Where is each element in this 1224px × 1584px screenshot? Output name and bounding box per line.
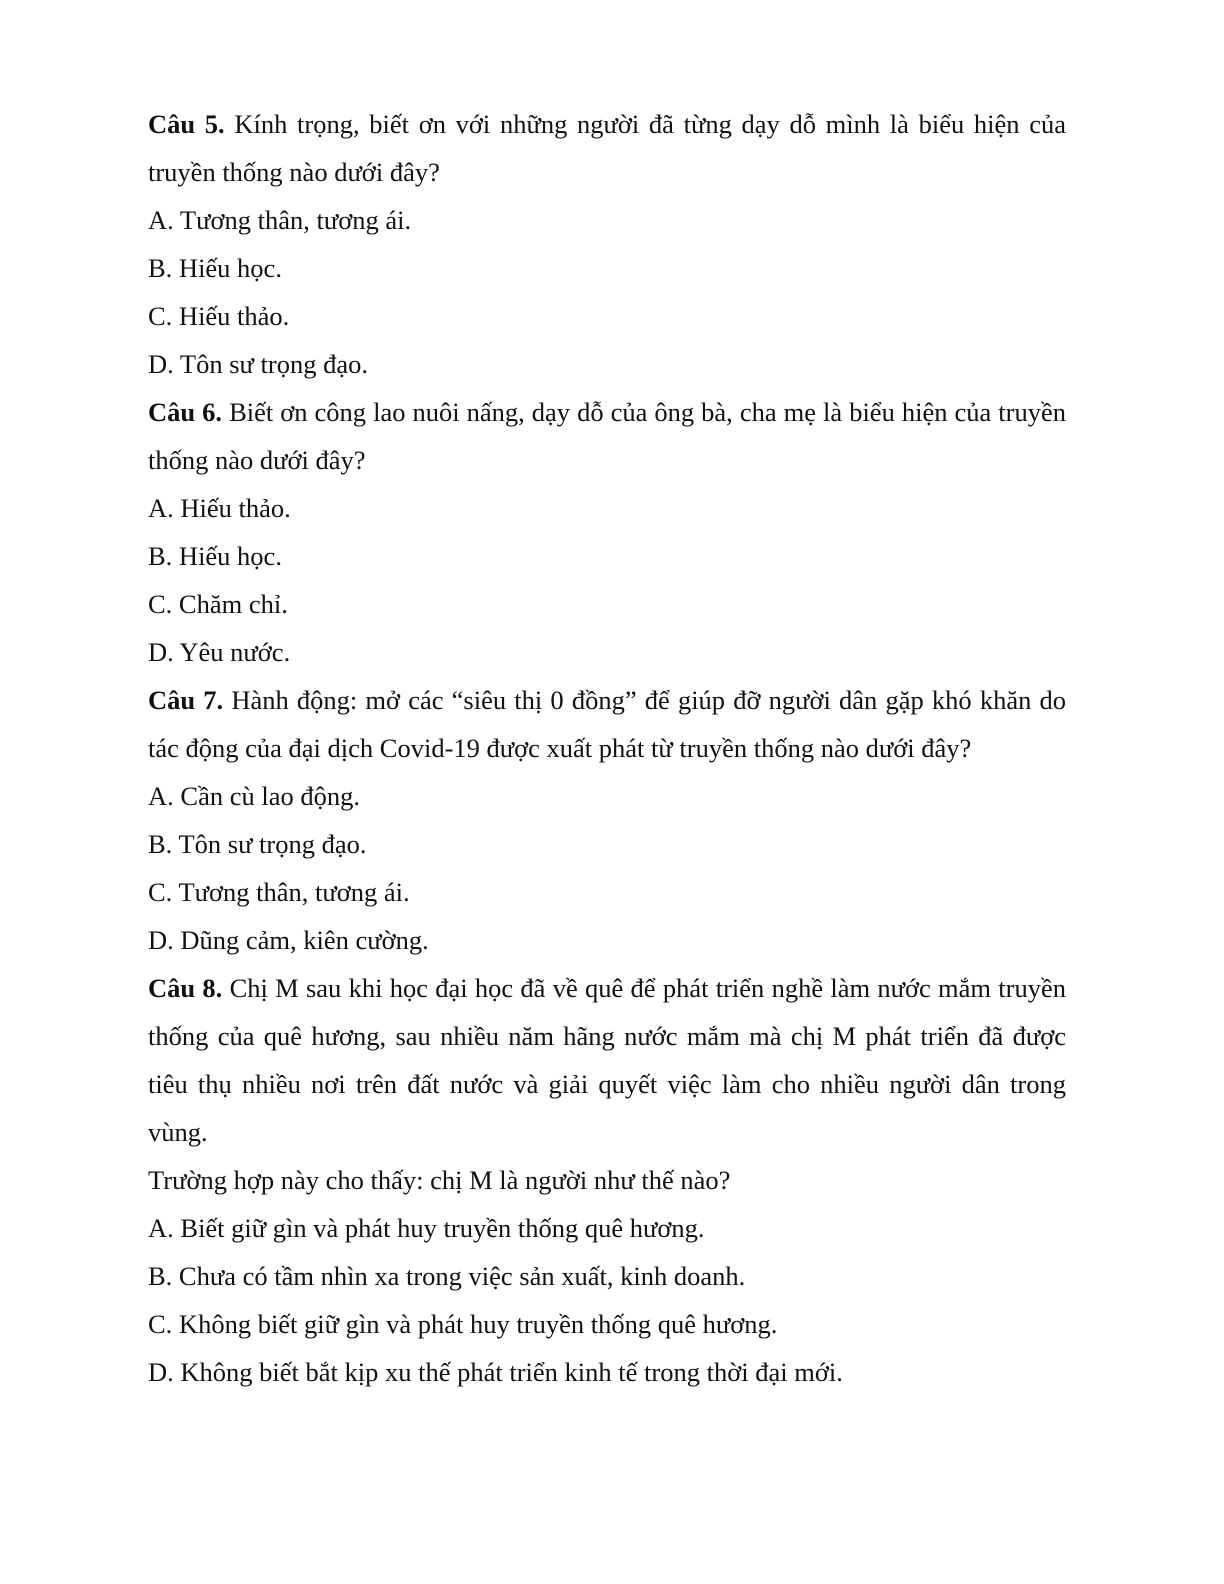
question-label: Câu 7. [148, 685, 224, 715]
question-body: Biết ơn công lao nuôi nấng, dạy dỗ của ông bà, cha mẹ là biểu hiện của truyền thống nào dưới đây? [148, 397, 1066, 475]
question-label: Câu 6. [148, 397, 223, 427]
question-5-text [148, 100, 1066, 196]
option-c: C. Không biết giữ gìn và phát huy truyền thống quê hương. [148, 1309, 778, 1339]
question-body: Chị M sau khi học đại học đã về quê để phát triển nghề làm nước mắm truyền thống của quê hương, sau nhiều năm hãng nước mắm mà chị M phát triển đã được tiêu thụ nhiều nơi trên đất nước và giải quyết việc làm cho nhiều người dân trong vùng. [148, 973, 1066, 1147]
question-label: Câu 8. [148, 973, 223, 1003]
question-8 [148, 964, 1066, 1396]
option-b: B. Hiếu học. [148, 541, 282, 571]
question-6 [148, 388, 1066, 676]
question-5 [148, 100, 1066, 388]
question-8-prompt: Trường hợp này cho thấy: chị M là người như thế nào? [148, 1165, 731, 1195]
option-a: A. Hiếu thảo. [148, 493, 291, 523]
option-b: B. Chưa có tầm nhìn xa trong việc sản xuất, kinh doanh. [148, 1261, 746, 1291]
question-label: Câu 5. [148, 109, 225, 139]
option-d: D. Tôn sư trọng đạo. [148, 349, 368, 379]
question-body: Kính trọng, biết ơn với những người đã từng dạy dỗ mình là biểu hiện của truyền thống nào dưới đây? [148, 109, 1066, 187]
option-a: A. Tương thân, tương ái. [148, 205, 412, 235]
question-6-text [148, 388, 1066, 484]
option-a: A. Biết giữ gìn và phát huy truyền thống quê hương. [148, 1213, 705, 1243]
option-d: D. Không biết bắt kịp xu thế phát triển kinh tế trong thời đại mới. [148, 1357, 843, 1387]
question-8-text [148, 964, 1066, 1156]
question-7 [148, 676, 1066, 964]
option-b: B. Hiếu học. [148, 253, 282, 283]
option-d: D. Yêu nước. [148, 637, 291, 667]
option-d: D. Dũng cảm, kiên cường. [148, 925, 429, 955]
option-a: A. Cần cù lao động. [148, 781, 360, 811]
option-c: C. Chăm chỉ. [148, 589, 288, 619]
option-c: C. Tương thân, tương ái. [148, 877, 410, 907]
option-b: B. Tôn sư trọng đạo. [148, 829, 367, 859]
question-body: Hành động: mở các “siêu thị 0 đồng” để giúp đỡ người dân gặp khó khăn do tác động của đại dịch Covid-19 được xuất phát từ truyền thống nào dưới đây? [148, 685, 1066, 763]
document-page [148, 100, 1066, 1396]
option-c: C. Hiếu thảo. [148, 301, 290, 331]
question-7-text [148, 676, 1066, 772]
